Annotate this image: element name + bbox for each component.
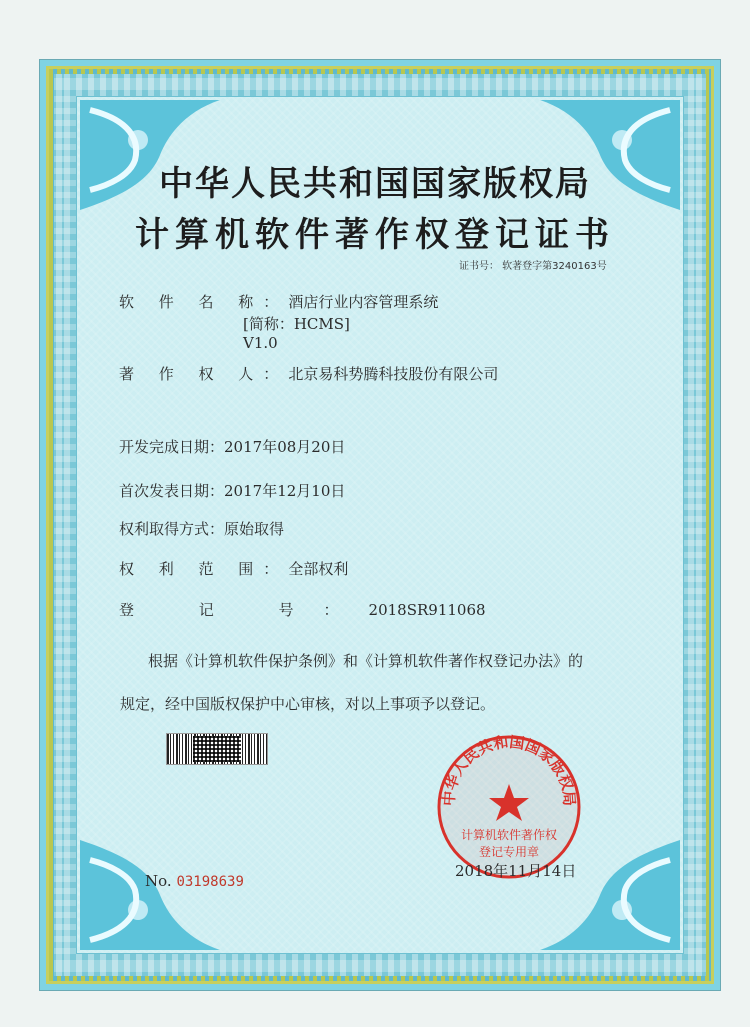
owner-label: 著 作 权 人： [119, 365, 289, 383]
dev-date-row [119, 436, 345, 457]
reg-no-value: 2018SR911068 [368, 601, 486, 619]
qr-code-icon [193, 736, 241, 762]
statement-line-2: 规定，经中国版权保护中心审核，对以上事项予以登记。 [120, 695, 496, 713]
seal-ring-text: 中华人民共和国国家版权局 [441, 734, 577, 807]
acquire-label: 权利取得方式： [119, 520, 225, 538]
publish-date-row [119, 480, 345, 501]
reg-no-label: 登 记 号： [119, 601, 369, 619]
issue-date: 2018年11月14日 [455, 862, 577, 880]
serial-number-label: No. [145, 872, 172, 890]
publish-date-value: 2017年12月10日 [224, 482, 346, 500]
software-version: V1.0 [243, 334, 278, 352]
short-name: [简称：HCMS] [243, 315, 350, 333]
seal-inner-line-1: 计算机软件著作权 [460, 828, 558, 842]
owner-row [119, 363, 498, 384]
serial-number [145, 872, 244, 890]
barcode [166, 733, 268, 765]
certificate-title: 计算机软件著作权登记证书 [135, 215, 615, 255]
dev-date-label: 开发完成日期： [119, 438, 225, 456]
software-name-label: 软 件 名 称： [119, 293, 289, 311]
reg-no-row [119, 599, 486, 620]
owner-value: 北京易科势腾科技股份有限公司 [288, 365, 499, 383]
scope-value: 全部权利 [288, 560, 349, 578]
scope-row [119, 558, 348, 579]
certificate-number: 证书号： 软著登字第3240163号 [459, 261, 607, 272]
publish-date-label: 首次发表日期： [119, 482, 225, 500]
issuing-authority: 中华人民共和国国家版权局 [159, 164, 591, 204]
acquire-value: 原始取得 [224, 520, 285, 538]
statement-line-1: 根据《计算机软件保护条例》和《计算机软件著作权登记办法》的 [148, 652, 584, 670]
acquire-row [119, 518, 284, 539]
corner-ornament-bottom-left [80, 840, 220, 950]
serial-number-value: 03198639 [176, 874, 244, 890]
scope-label: 权 利 范 围： [119, 560, 289, 578]
software-name-value: 酒店行业内容管理系统 [288, 293, 439, 311]
software-name-row [119, 291, 438, 312]
seal-inner-line-2: 登记专用章 [478, 845, 540, 859]
dev-date-value: 2017年08月20日 [224, 438, 346, 456]
